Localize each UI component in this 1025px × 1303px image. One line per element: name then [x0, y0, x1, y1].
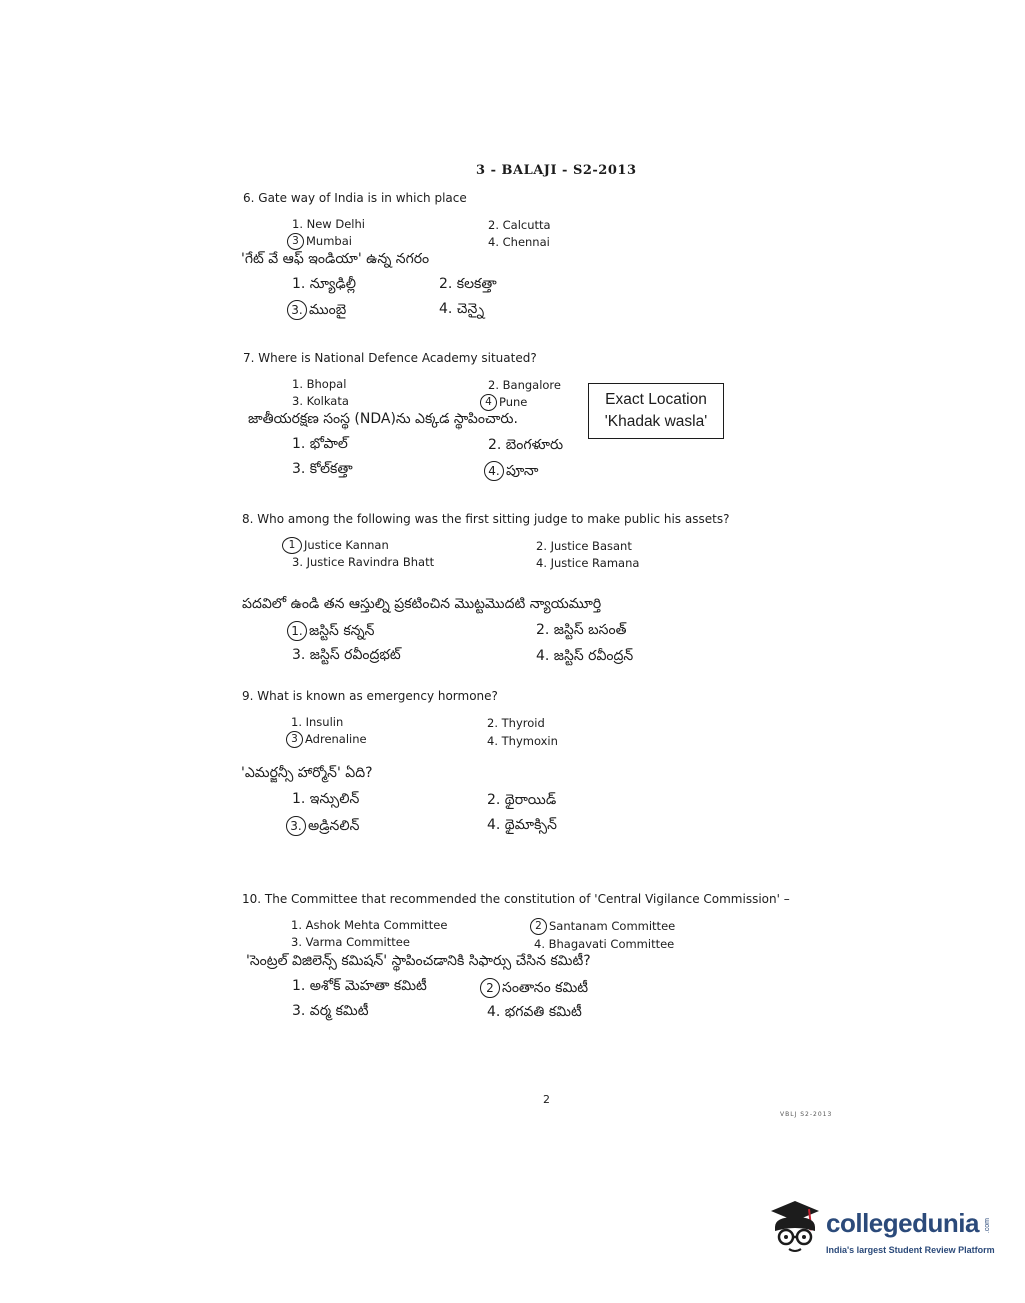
q9-telugu-option-2: 2. థైరాయిడ్ — [487, 792, 557, 808]
q7-telugu-option-3: 3. కోల్‌కత్తా — [292, 461, 353, 477]
graduate-mascot-icon — [765, 1197, 823, 1255]
q8-option-2: 2. Justice Basant — [536, 539, 632, 553]
answer-circle: 3. — [287, 300, 307, 320]
answer-circle: 4. — [484, 461, 504, 481]
q8-telugu-option-3: 3. జస్టిస్ రవీంద్రభట్ — [292, 647, 401, 663]
q10-option-4: 4. Bhagavati Committee — [534, 937, 675, 951]
q8-telugu-option-4: 4. జస్టిస్ రవీంద్రన్ — [536, 648, 634, 664]
question-8-telugu: పదవిలో ఉండి తన ఆస్తుల్ని ప్రకటించిన మొట్టమొదటి న్యాయమూర్తి — [242, 596, 602, 612]
q9-telugu-option-3-answer: 3. అడ్రినలిన్ — [286, 816, 359, 837]
q7-option-2: 2. Bangalore — [488, 378, 561, 392]
q7-telugu-option-4-answer: 4. పూనా — [484, 461, 538, 482]
q10-telugu-option-1: 1. అశోక్ మెహతా కమిటీ — [292, 978, 427, 994]
question-9-english: 9. What is known as emergency hormone? — [242, 689, 498, 703]
q10-option-1: 1. Ashok Mehta Committee — [291, 918, 448, 932]
q6-option-2: 2. Calcutta — [488, 218, 551, 232]
note-line-1: Exact Location — [605, 391, 707, 408]
q10-option-3: 3. Varma Committee — [291, 935, 410, 949]
logo-com-suffix: .com — [984, 1218, 991, 1234]
question-8-english: 8. Who among the following was the first sitting judge to make public his assets? — [242, 512, 730, 526]
answer-circle: 3. — [286, 816, 306, 836]
collegedunia-logo — [765, 1197, 823, 1259]
answer-circle: 1. — [287, 621, 307, 641]
q9-option-1: 1. Insulin — [291, 715, 344, 729]
q10-telugu-option-3: 3. వర్మ కమిటీ — [292, 1003, 369, 1019]
logo-wordmark: collegedunia — [826, 1208, 979, 1238]
q8-telugu-option-1-answer: 1. జస్టిస్ కన్నన్ — [287, 621, 374, 642]
question-7-english: 7. Where is National Defence Academy situated? — [243, 351, 537, 365]
q6-telugu-option-1: 1. న్యూఢిల్లీ — [292, 276, 357, 292]
answer-circle: 3 — [286, 731, 303, 748]
q10-telugu-option-2-answer: 2 సంతానం కమిటీ — [480, 978, 588, 999]
page-number: 2 — [543, 1093, 550, 1106]
q8-option-1-answer: 1 Justice Kannan — [282, 537, 389, 554]
question-6-english: 6. Gate way of India is in which place — [243, 191, 467, 205]
answer-circle: 1 — [282, 537, 302, 554]
q6-option-1: 1. New Delhi — [292, 217, 365, 231]
answer-circle: 4 — [480, 394, 497, 411]
note-line-2: 'Khadak wasla' — [604, 413, 708, 430]
q9-option-4: 4. Thymoxin — [487, 734, 558, 748]
logo-tagline: India's largest Student Review Platform — [826, 1245, 995, 1255]
q8-option-3: 3. Justice Ravindra Bhatt — [292, 555, 435, 569]
footer-code: VBLJ S2-2013 — [780, 1111, 833, 1118]
q6-telugu-option-2: 2. కలకత్తా — [439, 276, 497, 292]
page-header-title: 3 - BALAJI - S2-2013 — [476, 163, 637, 178]
q6-option-3-answer: 3 Mumbai — [287, 233, 352, 250]
q7-option-3: 3. Kolkata — [292, 394, 349, 408]
answer-circle: 3 — [287, 233, 304, 250]
q8-option-4: 4. Justice Ramana — [536, 556, 640, 570]
q9-telugu-option-4: 4. థైమాక్సిన్ — [487, 817, 557, 833]
exact-location-note — [588, 383, 724, 439]
question-10-telugu: 'సెంట్రల్ విజిలెన్స్ కమిషన్' స్థాపించడానికి సిఫార్సు చేసిన కమిటీ? — [246, 953, 591, 969]
question-6-telugu: 'గేట్ వే ఆఫ్ ఇండియా' ఉన్న నగరం — [241, 251, 430, 267]
q7-telugu-option-2: 2. బెంగళూరు — [488, 437, 564, 453]
q9-option-3-answer: 3 Adrenaline — [286, 731, 367, 748]
answer-circle: 2 — [480, 978, 500, 998]
question-7-telugu: జాతీయరక్షణ సంస్థ (NDA)ను ఎక్కడ స్థాపించారు. — [248, 411, 518, 427]
q6-option-4: 4. Chennai — [488, 235, 550, 249]
q10-option-2-answer: 2 Santanam Committee — [530, 918, 675, 935]
q7-telugu-option-1: 1. భోపాల్ — [292, 436, 348, 452]
q10-telugu-option-4: 4. భగవతి కమిటీ — [487, 1004, 582, 1020]
q9-option-2: 2. Thyroid — [487, 716, 545, 730]
q6-telugu-option-3-answer: 3. ముంబై — [287, 300, 346, 321]
q8-telugu-option-2: 2. జస్టిస్ బసంత్ — [536, 622, 627, 638]
answer-circle: 2 — [530, 918, 547, 935]
question-9-telugu: 'ఎమర్జన్సీ హార్మోన్' ఏది? — [241, 765, 373, 781]
q7-option-1: 1. Bhopal — [292, 377, 347, 391]
q9-telugu-option-1: 1. ఇన్సులిన్ — [292, 791, 360, 807]
question-10-english: 10. The Committee that recommended the constitution of 'Central Vigilance Commission' – — [242, 892, 790, 906]
q7-option-4-answer: 4 Pune — [480, 394, 527, 411]
q6-telugu-option-4: 4. చెన్నై — [439, 301, 485, 317]
